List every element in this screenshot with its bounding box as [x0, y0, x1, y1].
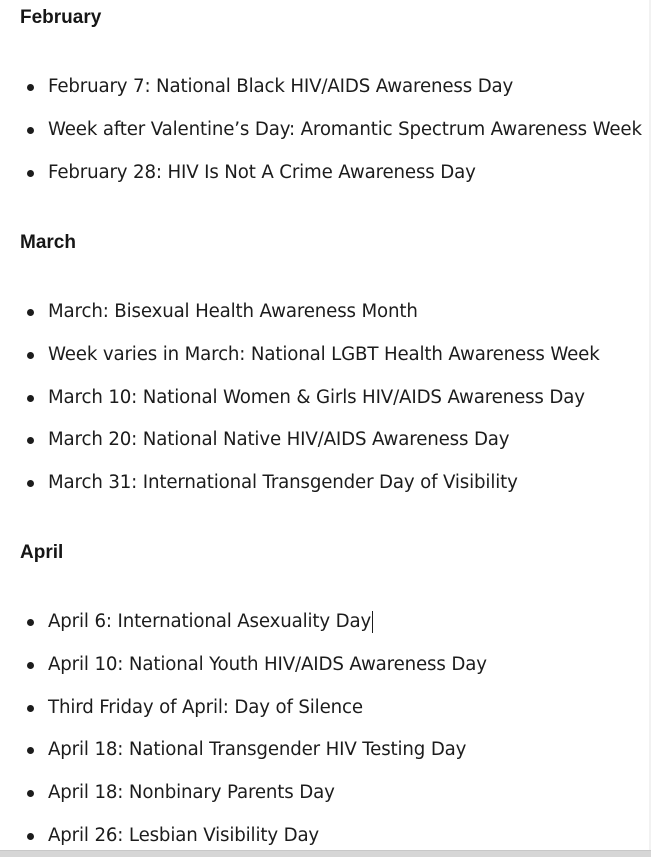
bullet-icon [27, 309, 34, 316]
text-cursor-caret [372, 611, 373, 633]
bullet-icon [27, 437, 34, 444]
event-text-with-caret[interactable] [48, 611, 373, 633]
bullet-icon [27, 395, 34, 402]
bullet-icon [27, 352, 34, 359]
bullet-icon [27, 662, 34, 669]
bullet-icon [27, 705, 34, 712]
horizontal-scrollbar[interactable] [0, 850, 651, 857]
bullet-icon [27, 747, 34, 754]
event-text: April 18: Nonbinary Parents Day [48, 782, 335, 804]
event-text: March 20: National Native HIV/AIDS Awareness Day [48, 429, 510, 451]
bullet-icon [27, 480, 34, 487]
bullet-icon [27, 127, 34, 134]
event-text: April 6: International Asexuality Day [48, 611, 372, 632]
event-text: March 31: International Transgender Day of Visibility [48, 472, 518, 494]
event-text: April 18: National Transgender HIV Testing Day [48, 739, 467, 761]
bullet-icon [27, 790, 34, 797]
bullet-icon [27, 833, 34, 840]
event-text: March: Bisexual Health Awareness Month [48, 301, 418, 322]
event-text: Week varies in March: National LGBT Health Awareness Week [48, 343, 600, 365]
section-heading-february: February [20, 7, 102, 28]
bullet-icon [27, 84, 34, 91]
event-text: Third Friday of April: Day of Silence [48, 696, 363, 718]
section-heading-march: March [20, 232, 76, 253]
event-text: February 7: National Black HIV/AIDS Awareness Day [48, 76, 514, 97]
event-text: April 10: National Youth HIV/AIDS Awareness Day [48, 653, 487, 675]
event-text: April 26: Lesbian Visibility Day [48, 824, 320, 846]
bullet-icon [27, 619, 34, 626]
event-text: February 28: HIV Is Not A Crime Awareness Day [48, 161, 476, 183]
event-text: March 10: National Women & Girls HIV/AIDS Awareness Day [48, 386, 585, 408]
bullet-icon [27, 170, 34, 177]
event-text: Week after Valentine’s Day: Aromantic Spectrum Awareness Week [48, 118, 642, 140]
section-heading-april: April [20, 542, 64, 563]
